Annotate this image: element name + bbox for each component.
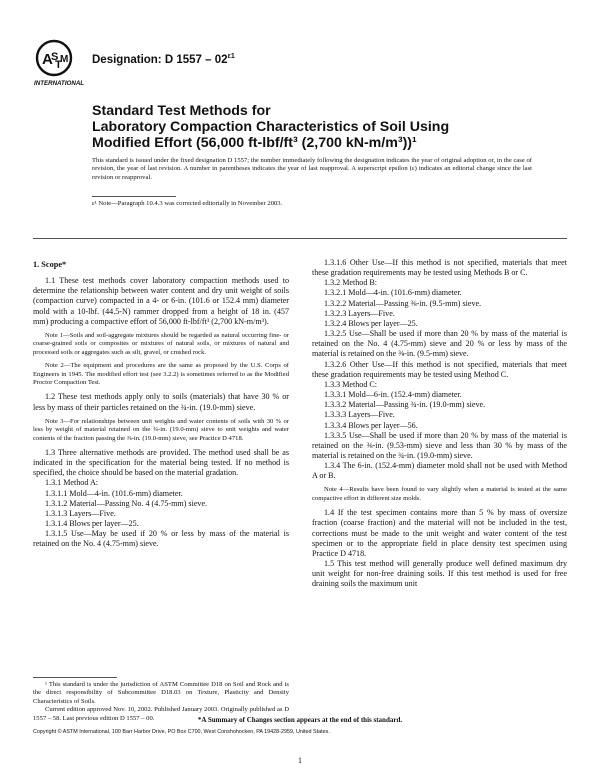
paragraph-1-3-3-3: 1.3.3.3 Layers—Five. [324,410,395,420]
title-line-1: Standard Test Methods for [92,103,271,119]
paragraph-1-4: 1.4 If the test specimen contains more than 5 % by mass of oversize fraction (coarse fraction) and the material will not be included in the test, corrections must be made to the unit weight and water content of the test specimen or to the appropriate field in place density test specimen using Practice D 4718. [312,508,567,558]
paragraph-1-3-3-1: 1.3.3.1 Mold—6-in. (152.4-mm) diameter. [324,390,462,400]
note-3: Note 3—For relationships between unit weights and water contents of soils with 30 % or less by weight of material retained on the ¾-in. (19.0-mm) sieve to unit weights and water contents of the fraction passing the ⅜-in. (19.0-mm) sieve, see Practice D 4718. [33,417,289,442]
paragraph-1-3-1-4: 1.3.1.4 Blows per layer—25. [45,519,139,528]
header-divider [33,238,567,239]
paragraph-1-3-2-4: 1.3.2.4 Blows per layer—25. [324,318,418,328]
paragraph-1-3-1: 1.3.1 Method A: [45,478,99,488]
paragraph-1-3-1-2: 1.3.1.2 Material—Passing No. 4 (4.75-mm) sieve. [45,498,208,508]
standard-issuance-note: This standard is issued under the fixed designation D 1557; the number immediately following the designation indicates the year of original adoption or, in the case of revision, the year of last revision. A number in parentheses indicates the year of last reapproval. A superscript epsilon (ε) indicates an editorial change since the last revision or reapproval. [92,157,532,181]
svg-text:T: T [55,59,62,71]
left-column [33,258,289,549]
footnote-2: Current edition approved Nov. 10, 2002. Published January 2003. Originally published as D 1557 – 58. Last previous edition D 1557 – 00. [33,706,289,722]
designation [92,53,235,66]
copyright-line: Copyright © ASTM International, 100 Barr Harbor Drive, PO Box C700, West Conshohocken, PA 19428-2959, United States. [33,729,330,735]
note-1: Note 1—Soils and soil-aggregate mixtures should be regarded as natural occurring fine- or coarse-grained soils or composites or mixtures of natural soils, or mixtures of natural and processed soils or aggregates such as silt, gravel, or crushed rock. [33,331,289,356]
designation-epsilon: ε1 [227,53,235,60]
astm-logo-mark [32,38,85,88]
paragraph-1-3-2-3: 1.3.2.3 Layers—Five. [324,308,395,318]
paragraph-1-3-1-1: 1.3.1.1 Mold—4-in. (101.6-mm) diameter. [45,488,183,498]
title-line-2: Laboratory Compaction Characteristics of Soil Using [92,119,450,135]
footnote-1: ¹ This standard is under the jurisdiction of ASTM Committee D18 on Soil and Rock and is the direct responsibility of Subcommittee D18.03 on Texture, Plasticity and Density Characteristics of Soils. [33,681,289,705]
paragraph-1-3-1-5: 1.3.1.5 Use—May be used if 20 % or less by mass of the material is retained on the No. 4 (4.75-mm) sieve. [33,529,289,549]
svg-text:INTERNATIONAL: INTERNATIONAL [34,80,85,87]
paragraph-1-3-2-2: 1.3.2.2 Material—Passing ⅜-in. (9.5-mm) sieve. [324,298,482,308]
svg-text:S: S [51,51,59,63]
paragraph-1-3-3-5: 1.3.3.5 Use—Shall be used if more than 20 % by mass of the material is retained on the ⅜-in. (9.53-mm) sieve and less than 30 % by mass of the material is retained on the ¾-in. (19.0-mm) sieve. [312,430,567,460]
title-line-3: Modified Effort (56,000 ft-lbf/ft³ (2,700 kN-m/m³))¹ [92,135,417,151]
paragraph-1-3-1-3: 1.3.1.3 Layers—Five. [45,508,116,518]
paragraph-1-3-1-6: 1.3.1.6 Other Use—If this method is not specified, materials that meet these gradation requirements may be tested using Methods B or C. [312,258,567,278]
paragraph-1-3: 1.3 Three alternative methods are provided. The method used shall be as indicated in the specification for the material being tested. If no method is specified, the choice should be based on the material gradation. [33,447,289,478]
astm-logo [32,38,85,88]
svg-text:A: A [42,51,53,68]
paragraph-1-1: 1.1 These test methods cover laboratory compaction methods used to determine the relationship between water content and dry unit weight of soils (compaction curve) compacted in a 4- or 6-in. (101.6 or 152.4 mm) diameter mold with a 10-lbf. (44.5-N) rammer dropped from a height of 18 in. (457 mm) producing a compactive effort of 56,000 ft-lbf/ft³ (2,700 kN-m/m³). [33,276,289,326]
note-2: Note 2—The equipment and procedures are the same as proposed by the U.S. Corps of Engineers in 1945. The modified effort test (see 3.2.2) is sometimes referred to as the Modified Proctor Compaction Test. [33,362,289,386]
paragraph-1-2: 1.2 These test methods apply only to soils (materials) that have 30 % or less by mass of their particles retained on the ¾-in. (19.0-mm) sieve. [33,392,289,412]
page-number: 1 [298,756,302,765]
paragraph-1-3-3-2: 1.3.3.2 Material—Passing ¾-in. (19.0-mm) sieve. [324,400,486,410]
paragraph-1-3-2-6: 1.3.2.6 Other Use—If this method is not specified, materials that meet these gradation requirements may be tested using Method C. [312,359,567,379]
paragraph-1-3-3: 1.3.3 Method C: [324,379,378,389]
note-4: Note 4—Results have been found to vary slightly when a material is tested at the same compactive effort in different size molds. [312,486,567,502]
right-column [312,258,567,590]
scope-heading: 1. Scope* [33,260,67,269]
paragraph-1-5: 1.5 This test method will generally produce well defined maximum dry unit weight for non-free draining soils. If this test method is used for free draining soils the maximum unit [312,559,567,589]
note-divider [92,196,176,197]
summary-of-changes-note: *A Summary of Changes section appears at the end of this standard. [197,716,403,724]
designation-text: Designation: D 1557 – 02 [92,53,228,66]
epsilon-note: ε¹ Note—Paragraph 10.4.3 was corrected editorially in November 2003. [92,200,283,207]
footnote-divider [33,677,117,678]
paragraph-1-3-2: 1.3.2 Method B: [324,278,378,288]
svg-text:M: M [60,54,69,65]
paragraph-1-3-2-1: 1.3.2.1 Mold—4-in. (101.6-mm) diameter. [324,288,462,298]
document-title [92,103,532,151]
paragraph-1-3-4: 1.3.4 The 6-in. (152.4-mm) diameter mold shall not be used with Method A or B. [312,461,567,481]
paragraph-1-3-2-5: 1.3.2.5 Use—Shall be used if more than 20 % by mass of the material is retained on the No. 4 (4.75-mm) sieve and 20 % or less by mass of the material is retained on the ⅜-in. (9.5-mm) sieve. [312,329,567,359]
paragraph-1-3-3-4: 1.3.3.4 Blows per layer—56. [324,420,418,430]
